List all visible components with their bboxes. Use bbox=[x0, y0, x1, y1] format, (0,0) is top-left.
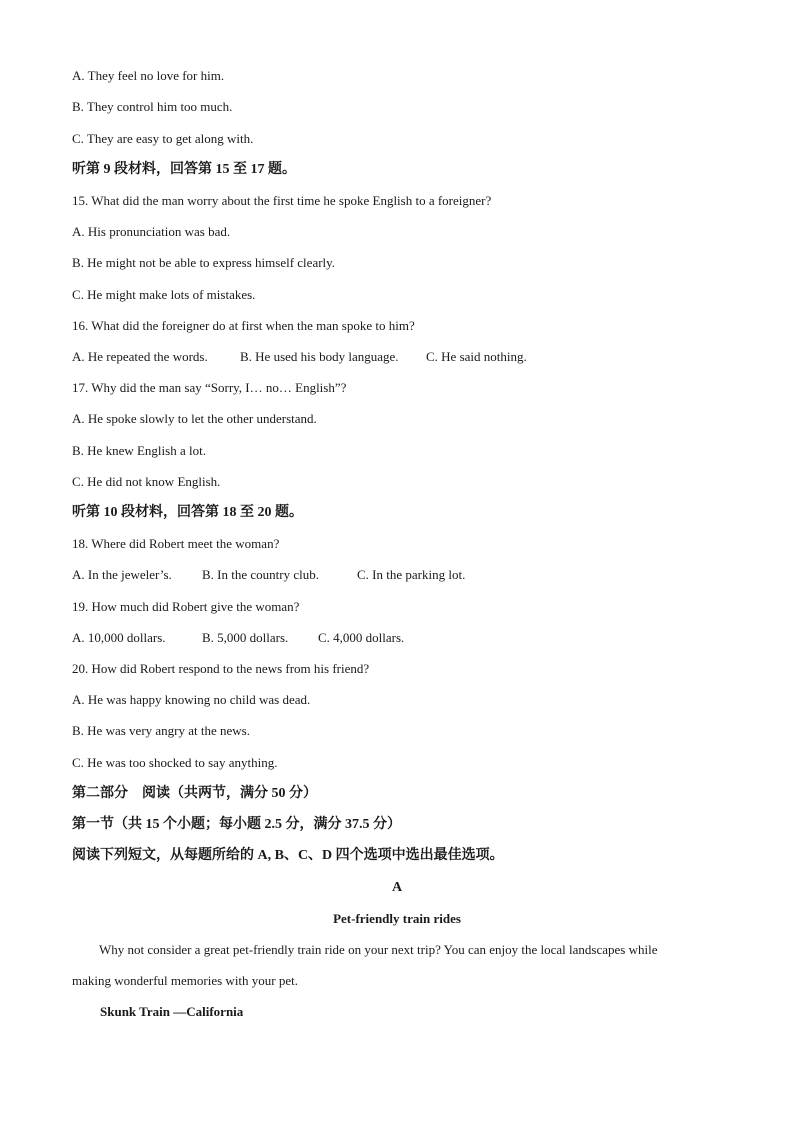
q16-stem: 16. What did the foreigner do at first when the man spoke to him? bbox=[72, 318, 415, 333]
passage-title: Pet-friendly train rides bbox=[333, 911, 461, 926]
q16-options bbox=[72, 349, 556, 365]
q15-option-a: A. His pronunciation was bad. bbox=[72, 224, 231, 239]
q18-option-a: A. In the jeweler’s. bbox=[72, 567, 172, 582]
q17-stem: 17. Why did the man say “Sorry, I… no… English”? bbox=[72, 380, 347, 395]
section1-heading: 第一节（共 15 个小题；每小题 2.5 分，满分 37.5 分） bbox=[72, 817, 401, 832]
q18-option-c: C. In the parking lot. bbox=[357, 567, 466, 582]
q20-option-b: B. He was very angry at the news. bbox=[72, 723, 250, 738]
passage-letter: A bbox=[391, 880, 403, 895]
q18-option-b: B. In the country club. bbox=[202, 567, 319, 582]
passage-subheading: Skunk Train —California bbox=[100, 1004, 244, 1019]
q15-option-c: C. He might make lots of mistakes. bbox=[72, 287, 256, 302]
q19-stem: 19. How much did Robert give the woman? bbox=[72, 599, 300, 614]
q15-option-b: B. He might not be able to express himself clearly. bbox=[72, 255, 336, 270]
section9-heading: 听第 9 段材料，回答第 15 至 17 题。 bbox=[72, 162, 296, 177]
q20-stem: 20. How did Robert respond to the news from his friend? bbox=[72, 661, 370, 676]
q17-option-a: A. He spoke slowly to let the other understand. bbox=[72, 411, 317, 426]
q14-option-c: C. They are easy to get along with. bbox=[72, 131, 254, 146]
q18-stem: 18. Where did Robert meet the woman? bbox=[72, 536, 280, 551]
q19-option-c: C. 4,000 dollars. bbox=[318, 630, 405, 645]
part2-heading: 第二部分 阅读（共两节，满分 50 分） bbox=[72, 786, 317, 801]
q20-option-a: A. He was happy knowing no child was dead. bbox=[72, 692, 311, 707]
q17-option-b: B. He knew English a lot. bbox=[72, 443, 206, 458]
passage-paragraph-line2: making wonderful memories with your pet. bbox=[72, 973, 299, 988]
section10-heading: 听第 10 段材料，回答第 18 至 20 题。 bbox=[72, 505, 303, 520]
q16-option-a: A. He repeated the words. bbox=[72, 349, 208, 364]
q16-option-c: C. He said nothing. bbox=[426, 349, 527, 364]
q15-stem: 15. What did the man worry about the first time he spoke English to a foreigner? bbox=[72, 193, 492, 208]
q20-option-c: C. He was too shocked to say anything. bbox=[72, 755, 278, 770]
reading-instructions: 阅读下列短文，从每题所给的 A, B、C、D 四个选项中选出最佳选项。 bbox=[72, 848, 504, 863]
q18-options bbox=[72, 567, 487, 583]
q19-option-b: B. 5,000 dollars. bbox=[202, 630, 289, 645]
q19-options bbox=[72, 630, 428, 646]
passage-paragraph-line1: Why not consider a great pet-friendly train ride on your next trip? You can enjoy the local landscapes while bbox=[99, 942, 658, 957]
q17-option-c: C. He did not know English. bbox=[72, 474, 221, 489]
q16-option-b: B. He used his body language. bbox=[240, 349, 399, 364]
q19-option-a: A. 10,000 dollars. bbox=[72, 630, 166, 645]
q14-option-b: B. They control him too much. bbox=[72, 99, 233, 114]
q14-option-a: A. They feel no love for him. bbox=[72, 68, 225, 83]
